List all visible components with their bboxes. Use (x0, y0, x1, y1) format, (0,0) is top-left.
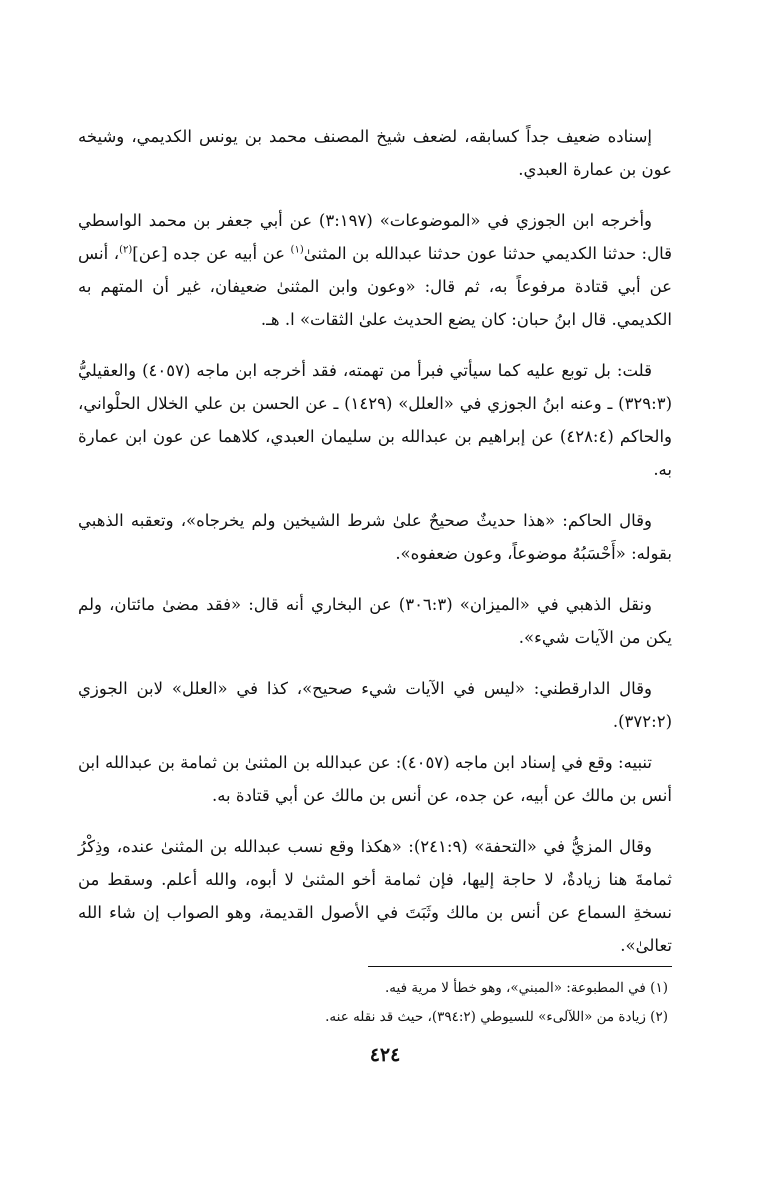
paragraph: ونقل الذهبي في «الميزان» (٣٠٦:٣) عن البخاري أنه قال: «فقد مضىٰ مائتان، ولم يكن من الآيات شيء». (78, 595, 672, 647)
paragraph: وقال المزيُّ في «التحفة» (٢٤١:٩): «هكذا وقع نسب عبدالله بن المثنىٰ عنده، وذِكْرُ ثمامةَ هنا زيادةٌ، لا حاجة إليها، فإن ثمامة أخو المثنىٰ لا أبوه، والله أعلم. وسقط من نسخةِ السماع عن أنس بن مالك وثَبَتَ في الأصول القديمة، وهو الصواب إن شاء الله تعالىٰ». (78, 837, 672, 955)
text-segment: وأخرجه ابن الجوزي في «الموضوعات» (٣:١٩٧) عن أبي جعفر بن محمد الواسطي قال: حدثنا الكديمي حدثنا عون حدثنا عبدالله بن المثنىٰ (78, 211, 673, 263)
page-body (78, 120, 672, 980)
footnote: (٢) زيادة من «اللآلىء» للسيوطي (٣٩٤:٢)، حيث قد نقله عنه. (325, 1009, 668, 1025)
footnote-ref: (٢) (119, 244, 133, 256)
text-segment: ، أنس عن أبي قتادة مرفوعاً به، ثم قال: «وعون وابن المثنىٰ ضعيفان، غير أن المتهم به الكديمي. قال ابنُ حبان: كان يضع الحديث علىٰ الثقات» ا. هـ. (78, 244, 672, 329)
paragraph: قلت: بل توبع عليه كما سيأتي فبرأ من تهمته، فقد أخرجه ابن ماجه (٤٠٥٧) والعقيليُّ (٣٢٩:٣) ـ وعنه ابنُ الجوزي في «العلل» (١٤٢٩) ـ عن الحسن بن علي الخلال الحلْواني، والحاكم (٤٢٨:٤) عن إبراهيم بن عبدالله بن سليمان العبدي، كلاهما عن عون ابن عمارة به. (78, 361, 673, 479)
paragraph (78, 204, 672, 336)
footnote-divider (368, 966, 672, 967)
paragraph: تنبيه: وقع في إسناد ابن ماجه (٤٠٥٧): عن عبدالله بن المثنىٰ بن ثمامة بن عبدالله ابن أنس بن مالك عن أبيه، عن جده، عن أنس بن مالك عن أبي قتادة به. (78, 753, 672, 805)
paragraph: وقال الدارقطني: «ليس في الآيات شيء صحيح»، كذا في «العلل» لابن الجوزي (٣٧٢:٢). (78, 679, 672, 731)
footnotes (78, 974, 672, 1032)
page-number: ٤٢٤ (369, 1044, 401, 1066)
paragraph: إسناده ضعيف جداً كسابقه، لضعف شيخ المصنف محمد بن يونس الكديمي، وشيخه عون بن عمارة العبدي. (78, 127, 672, 179)
footnote-ref: (١) (290, 244, 304, 256)
paragraph: وقال الحاكم: «هذا حديثٌ صحيحٌ علىٰ شرط الشيخين ولم يخرجاه»، وتعقبه الذهبي بقوله: «أَحْسَبُهُ موضوعاً، وعون ضعفوه». (78, 511, 672, 563)
text-segment: عن أبيه عن جده [عن] (132, 244, 285, 263)
footnote: (١) في المطبوعة: «المبني»، وهو خطأ لا مرية فيه. (384, 980, 668, 996)
